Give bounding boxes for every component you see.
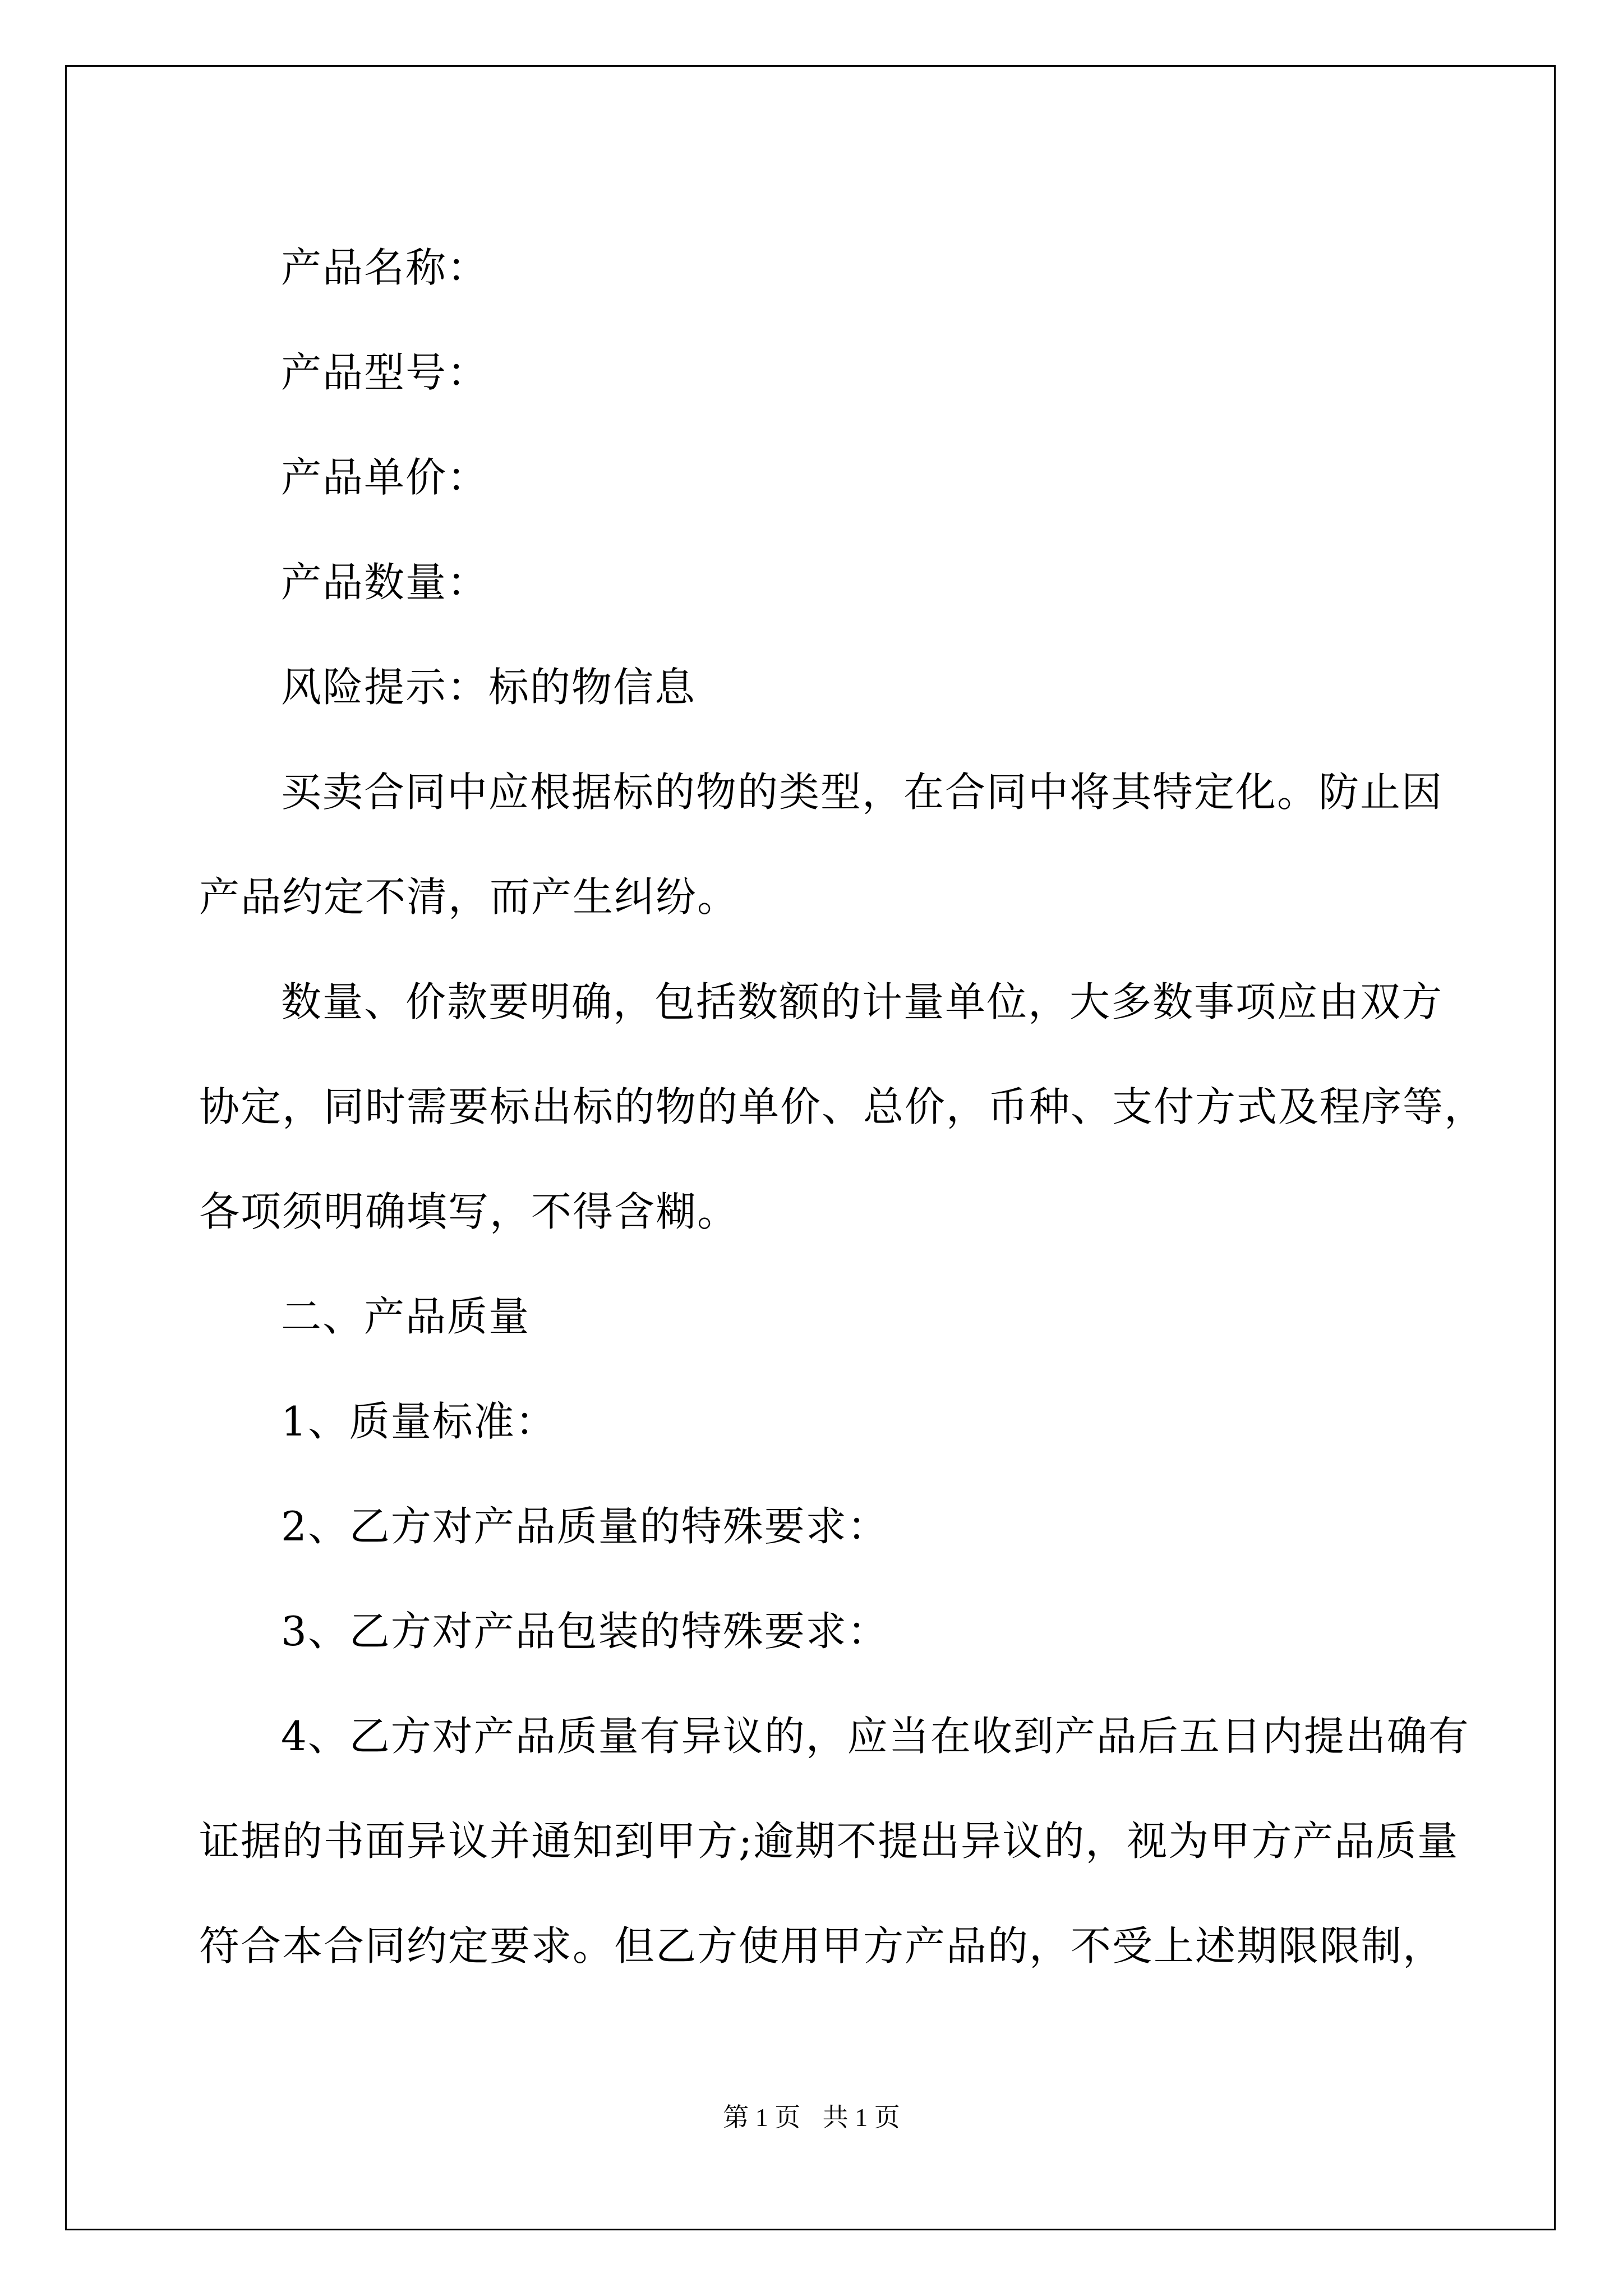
document-body — [199, 215, 1486, 1999]
paragraph: 各项须明确填写，不得含糊。 — [199, 1188, 739, 1235]
paragraph: 数量、价款要明确，包括数额的计量单位，大多数事项应由双方 — [281, 978, 1444, 1025]
section-heading: 二、产品质量 — [281, 1293, 531, 1340]
page-total: 共 1 页 — [822, 2103, 900, 2132]
paragraph: 产品名称： — [281, 244, 489, 291]
page-footer — [0, 2097, 1623, 2134]
paragraph: 买卖合同中应根据标的物的类型，在合同中将其特定化。防止因 — [281, 769, 1444, 816]
page-number: 第 1 页 — [723, 2103, 801, 2132]
paragraph: 产品单价： — [281, 454, 489, 501]
paragraph: 风险提示：标的物信息 — [281, 664, 697, 711]
paragraph: 2、乙方对产品质量的特殊要求： — [281, 1503, 889, 1550]
paragraph: 符合本合同约定要求。但乙方使用甲方产品的，不受上述期限限制， — [199, 1922, 1445, 1970]
paragraph: 协定，同时需要标出标的物的单价、总价，币种、支付方式及程序等， — [199, 1083, 1486, 1130]
paragraph: 产品型号： — [281, 349, 489, 396]
paragraph: 产品约定不清，而产生纠纷。 — [199, 873, 739, 921]
paragraph: 证据的书面异议并通知到甲方;逾期不提出异议的，视为甲方产品质量 — [199, 1818, 1459, 1865]
paragraph: 4、乙方对产品质量有异议的，应当在收到产品后五日内提出确有 — [281, 1713, 1470, 1760]
paragraph: 1、质量标准： — [281, 1398, 557, 1445]
paragraph: 3、乙方对产品包装的特殊要求： — [281, 1608, 889, 1655]
paragraph: 产品数量： — [281, 559, 489, 606]
